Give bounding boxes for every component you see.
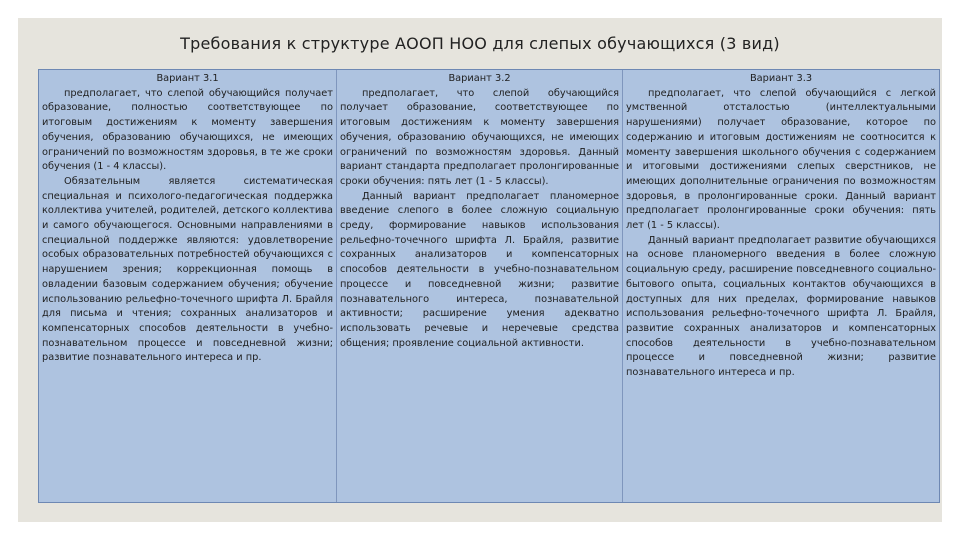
variant-3-3-column bbox=[623, 70, 939, 502]
slide-title: Требования к структуре АООП НОО для слепых обучающихся (3 вид) bbox=[180, 34, 780, 53]
variant-3-2-header: Вариант 3.2 bbox=[448, 73, 511, 84]
variant-3-1-description: предполагает, что слепой обучающийся получает образование, полностью соответствующее по итоговым достижениям к моменту завершения обучения, образованию обучающихся, не имеющих ограничений по возможностям здоровья, в те же сроки обучения (1 - 4 классы). bbox=[42, 87, 333, 173]
variant-3-2-column bbox=[337, 70, 623, 502]
variant-3-2-description: предполагает, что слепой обучающийся получает образование, соответствующее по итоговым достижениям к моменту завершения обучения, образованию обучающихся, не имеющих ограничений по возможностям здоровья. Данный вариант стандарта предполагает пролонгированные сроки обучения: пять лет (1 - 5 классы). bbox=[340, 87, 619, 187]
variant-3-1-column bbox=[39, 70, 337, 502]
variant-3-1-support: Обязательным является систематическая специальная и психолого-педагогическая поддержка коллектива учителей, родителей, детского коллектива и самого обучающегося. Основными направлениями в специальной поддержке являются: удовлетворение особых образовательных потребностей обучающихся с нарушением зрения; коррекционная помощь в овладении базовым содержанием обучения; обучение использованию рельефно-точечного шрифта Л. Брайля для письма и чтения; сохранных анализаторов и компенсаторных способов деятельности в учебно-познавательном процессе и повседневной жизни; развитие познавательного интереса и пр. bbox=[42, 175, 333, 364]
variants-table bbox=[38, 69, 940, 503]
variant-3-3-description: предполагает, что слепой обучающийся с легкой умственной отсталостью (интеллектуальными нарушениями) получает образование, которое по содержанию и итоговым достижениям не соотносится к моменту завершения школьного обучения с содержанием и итоговыми достижениями слепых сверстников, не имеющих дополнительные ограничения по возможностям здоровья, в пролонгированные сроки. Данный вариант предполагает пролонгированные сроки обучения: пять лет (1 - 5 классы). bbox=[626, 87, 936, 232]
variant-3-3-header: Вариант 3.3 bbox=[749, 73, 813, 84]
variant-3-1-header: Вариант 3.1 bbox=[156, 73, 219, 84]
variant-3-3-support: Данный вариант предполагает развитие обучающихся на основе планомерного введения в более сложную социальную среду, расширение повседневного социально-бытового опыта, социальных контактов обучающихся в доступных для них пределах, формирование навыков использования рельефно-точечного шрифта Л. Брайля, развитие сохранных анализаторов и компенсаторных способов деятельности в учебно-познавательном процессе и повседневной жизни; развитие познавательного интереса и пр. bbox=[626, 234, 936, 379]
slide bbox=[18, 18, 942, 522]
variant-3-2-support: Данный вариант предполагает планомерное введение слепого в более сложную социальную среду, формирование навыков использования рельефно-точечного шрифта Л. Брайля, развитие сохранных анализаторов и компенсаторных способов деятельности в учебно-познавательном процессе и повседневной жизни; развитие познавательного интереса, познавательной активности; расширение умения адекватно использовать речевые и неречевые средства общения; проявление социальной активности. bbox=[340, 190, 619, 349]
